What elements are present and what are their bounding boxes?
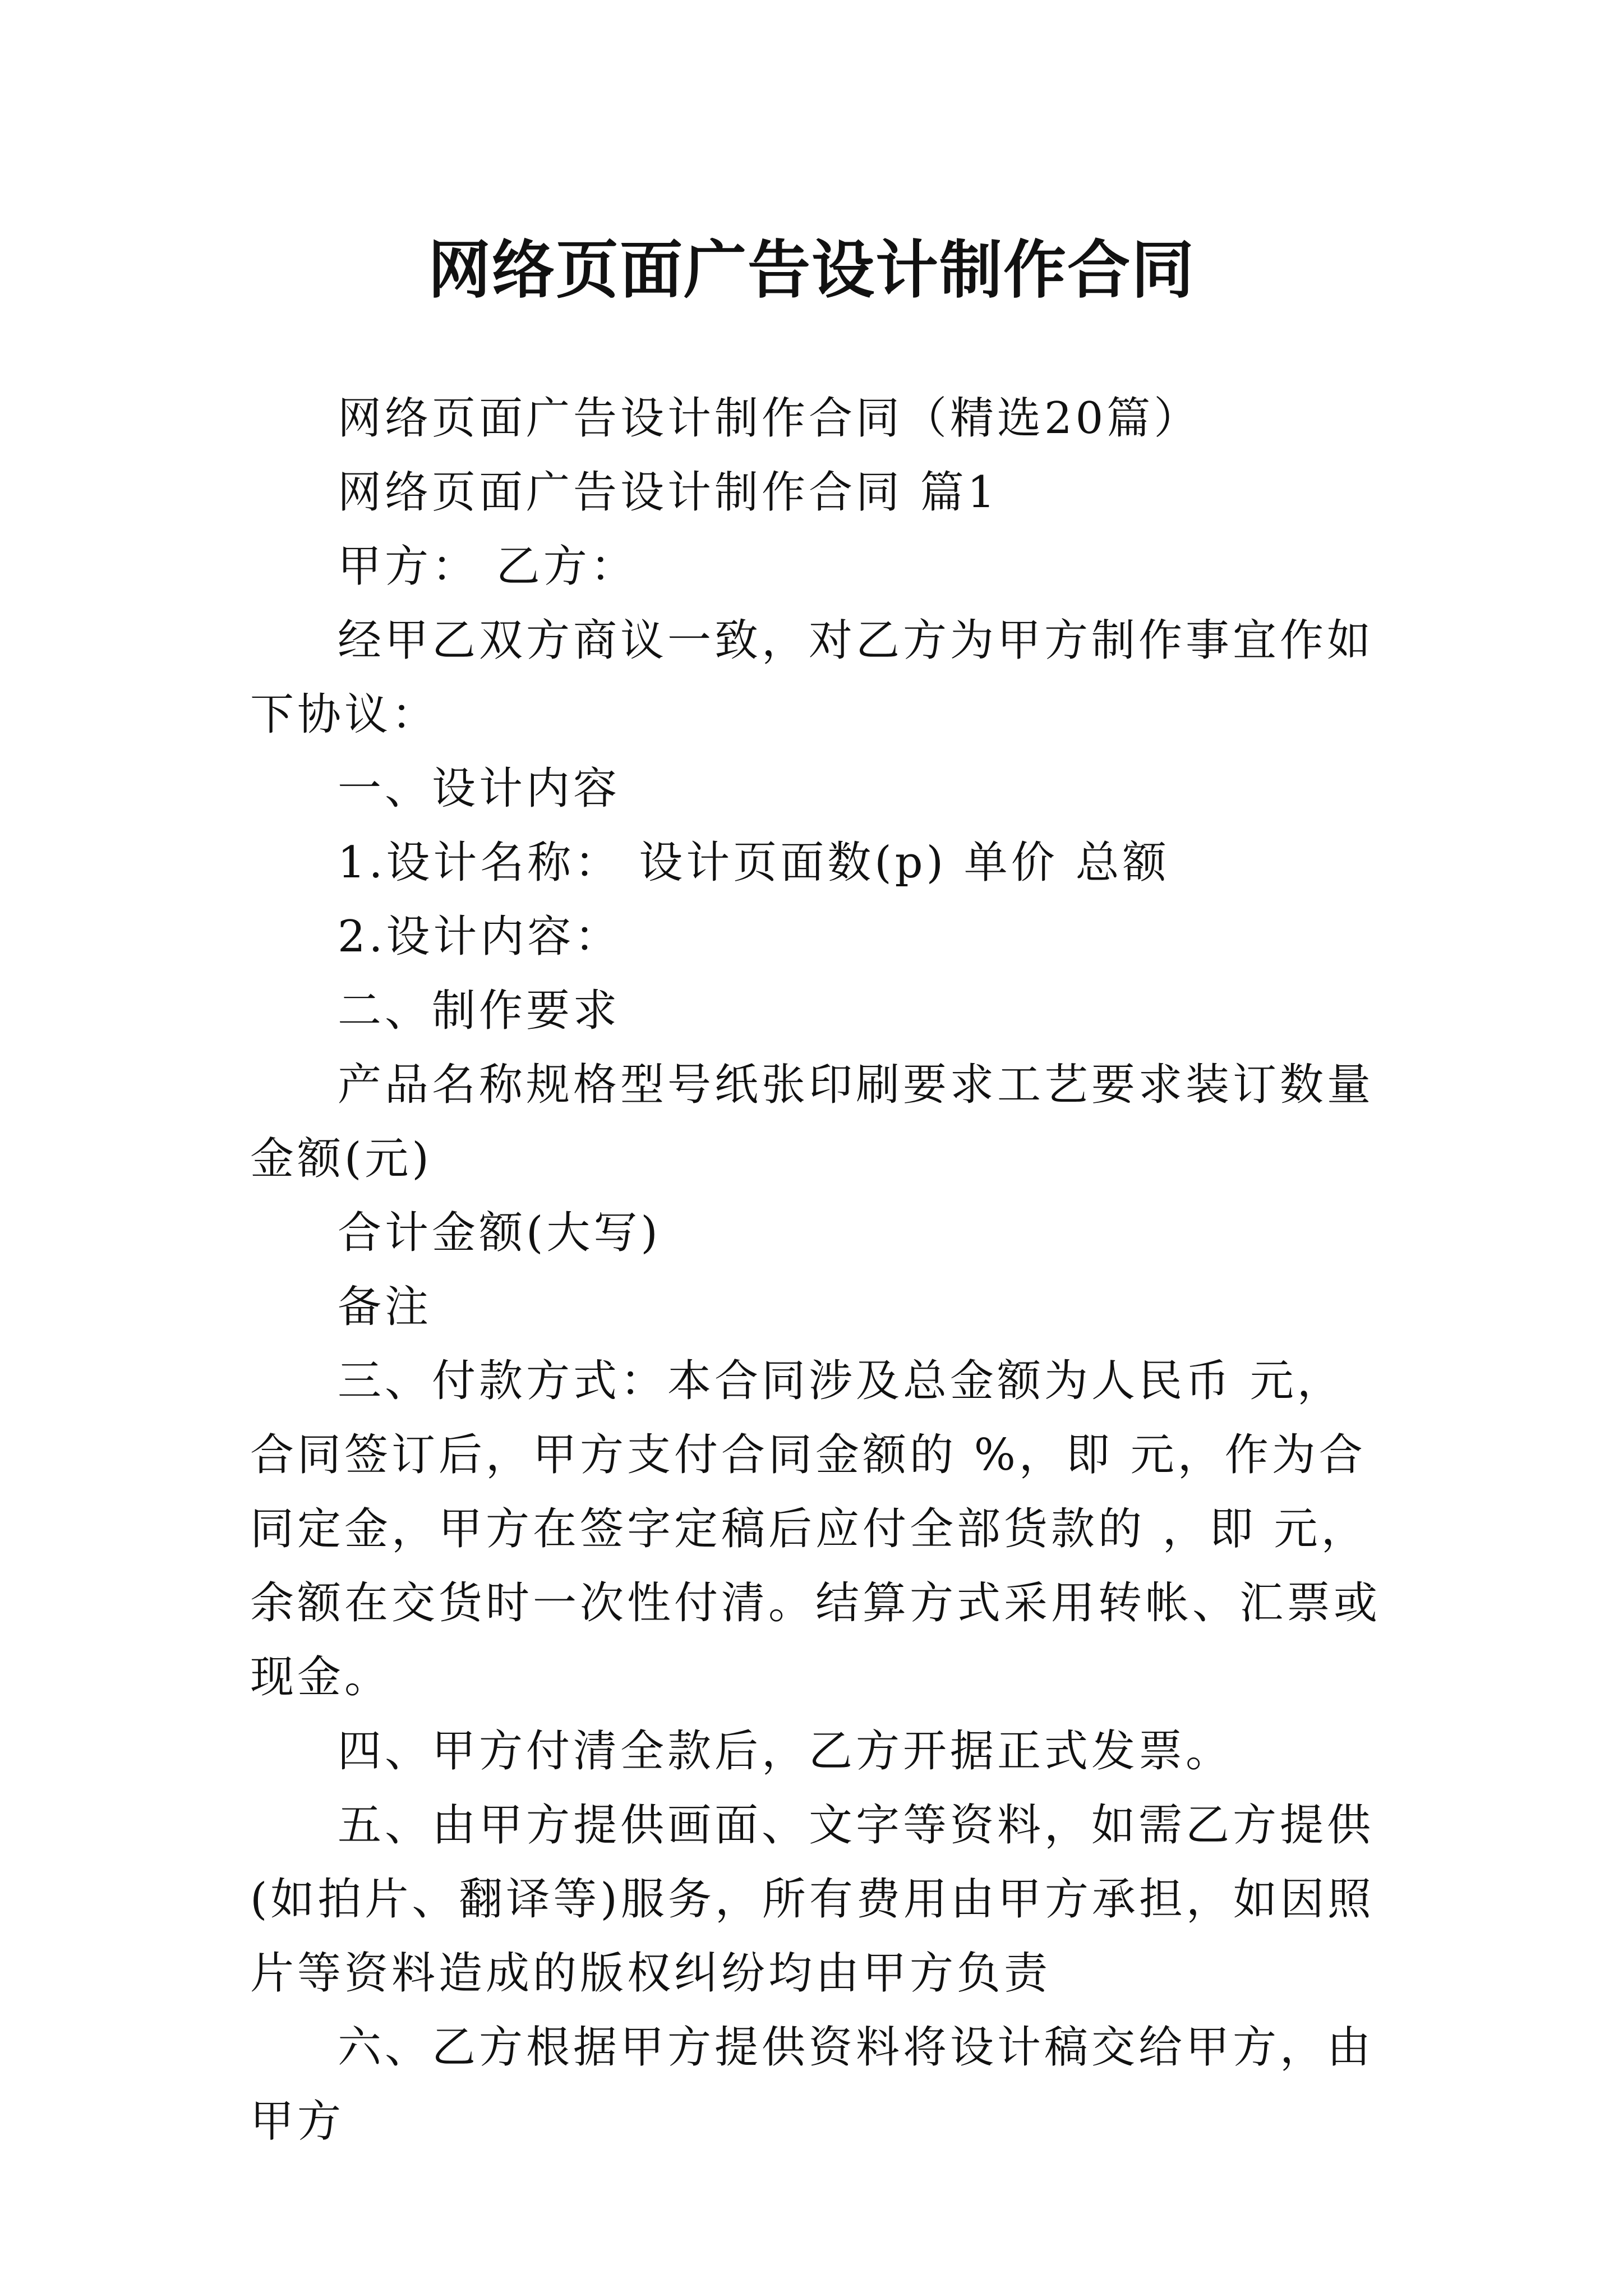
paragraph: 合计金额(大写) [338, 1208, 661, 1258]
document-body [250, 381, 1383, 2159]
paragraph: 二、制作要求 [338, 986, 621, 1036]
paragraph: 三、付款方式：本合同涉及总金额为人民币 元，合同签订后，甲方支付合同金额的 %，即 元，作为合同定金，甲方在签字定稿后应付全部货款的 ，即 元，余额在交货时一次性付清。结算方式采用转帐、汇票或现金。 [250, 1356, 1381, 1703]
paragraph: 产品名称规格型号纸张印刷要求工艺要求装订数量金额(元) [250, 1060, 1375, 1184]
paragraph: 六、乙方根据甲方提供资料将设计稿交给甲方，由甲方 [250, 2022, 1375, 2147]
paragraph: 一、设计内容 [338, 763, 621, 814]
paragraph: 甲方： 乙方： [338, 541, 638, 592]
paragraph: 五、由甲方提供画面、文字等资料，如需乙方提供(如拍片、翻译等)服务，所有费用由甲方承担，如因照片等资料造成的版权纠纷均由甲方负责 [250, 1800, 1375, 1999]
paragraph: 四、甲方付清全款后，乙方开据正式发票。 [338, 1726, 1233, 1777]
paragraph: 2.设计内容： [338, 912, 622, 962]
paragraph: 网络页面广告设计制作合同 篇1 [338, 467, 999, 518]
paragraph: 备注 [338, 1282, 432, 1332]
document-title: 网络页面广告设计制作合同 [428, 233, 1195, 307]
paragraph: 网络页面广告设计制作合同（精选20篇） [338, 393, 1201, 444]
paragraph: 经甲乙双方商议一致，对乙方为甲方制作事宜作如下协议： [250, 615, 1375, 740]
paragraph: 1.设计名称： 设计页面数(p) 单价 总额 [338, 838, 1170, 888]
